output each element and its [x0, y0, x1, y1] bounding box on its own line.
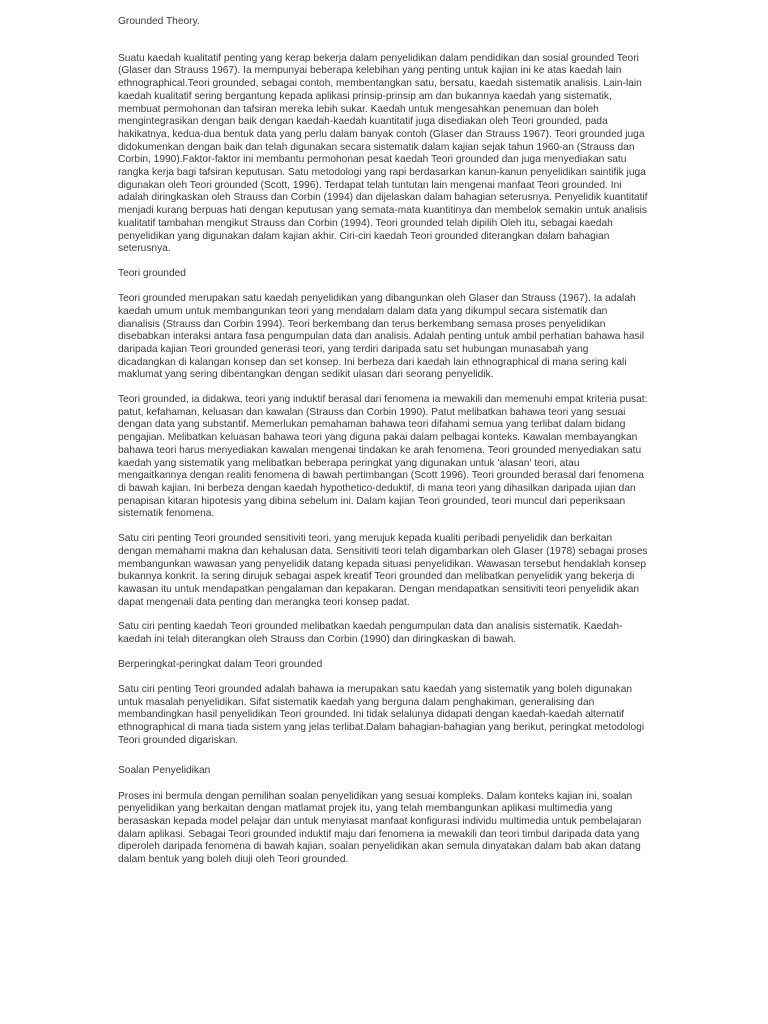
paragraph-teori-criteria: Teori grounded, ia didakwa, teori yang induktif berasal dari fenomena ia mewakili dan memenuhi empat kriteria pusat: patut, kefahaman, keluasan dan kawalan (Strauss dan Corbin 1990). Patut melibatkan bahawa teori yang sesuai dengan data yang substantif. Memerlukan pemahaman bahawa teori difahami semua yang terlibat dalam bidang pengajian. Melibatkan keluasan bahawa teori yang diguna pakai dalam pelbagai konteks. Kawalan membayangkan bahawa teori harus menyediakan kawalan mengenai tindakan ke arah fenomena. Teori grounded menyediakan satu kaedah yang sistematik yang melibatkan beberapa peringkat yang digunakan untuk 'alasan' teori, atau mengaitkannya dengan realiti fenomena di bawah pertimbangan (Scott 1996). Teori grounded berasal dari fenomena di bawah kajian. Ini berbeza dengan kaedah hypothetico-deduktif, di mana teori yang dihasilkan daripada ujian dan penapisan kitaran hipotesis yang dibina sebelum ini. Dalam kajian Teori grounded, teori muncul dari peperiksaan sistematik fenomena.: [118, 394, 648, 520]
section-heading-research-question: Soalan Penyelidikan: [118, 765, 211, 777]
paragraph-intro: Suatu kaedah kualitatif penting yang kerap bekerja dalam penyelidikan dalam pendidikan dan sosial grounded Teori (Glaser dan Strauss 1967). Ia mempunyai beberapa kelebihan yang penting untuk kajian ini ke atas kaedah lain ethnographical.Teori grounded, sebagai contoh, membentangkan satu, bersatu, kaedah sistematik analisis. Lain-lain kaedah kualitatif sering bergantung kepada aplikasi prinsip-prinsip am dan bukannya kaedah yang sistematik, membuat permohonan dan tafsiran mereka lebih sukar. Kaedah untuk mengesahkan penemuan dan boleh mengintegrasikan dengan baik dengan kaedah-kaedah kuantitatif juga disediakan oleh Teori grounded, pada hakikatnya, kedua-dua bentuk data yang perlu dalam banyak contoh (Glaser dan Strauss 1967). Teori grounded juga didokumenkan dengan baik dan telah digunakan secara sistematik dalam kajian sejak tahun 1960-an (Strauss dan Corbin, 1990).Faktor-faktor ini membantu permohonan pesat kaedah Teori grounded dan juga menyediakan satu rangka kerja bagi tafsiran keputusan. Satu metodologi yang rapi berdasarkan kanun-kanun penyelidikan saintifik juga digunakan oleh Teori grounded (Scott, 1996). Terdapat telah tuntutan lain mengenai manfaat Teori grounded. Ini adalah diringkaskan oleh Strauss dan Corbin (1994) dan dijelaskan dalam bahagian seterusnya. Penyelidik kuantitatif menjadi kurang berpuas hati dengan keputusan yang semata-mata kuantitinya dan membelok semakin untuk analisis kualitatif tambahan mengikut Strauss dan Corbin (1994). Teori grounded telah dipilih Oleh itu, sebagai kaedah penyelidikan yang digunakan dalam kajian akhir. Ciri-ciri kaedah Teori grounded diterangkan dalam bahagian seterusnya.: [118, 52, 648, 255]
paragraph-research-question: Proses ini bermula dengan pemilihan soalan penyelidikan yang sesuai kompleks. Dalam konteks kajian ini, soalan penyelidikan yang berkaitan dengan matlamat projek itu, yang telah membangunkan aplikasi multimedia yang berasaskan kepada model pelajar dan untuk menyiasat manfaat konfigurasi individu multimedia untuk pembelajaran dalam aplikasi. Sebagai Teori grounded induktif maju dari fenomena ia mewakili dan teori timbul daripada data yang diperoleh daripada fenomena di bawah kajian, soalan penyelidikan akan semula dinyatakan dalam bab akan datang dalam bentuk yang boleh diuji oleh Teori grounded.: [118, 790, 642, 866]
document-title-fragment: Grounded Theory.: [118, 16, 200, 27]
paragraph-teori-definition: Teori grounded merupakan satu kaedah penyelidikan yang dibangunkan oleh Glaser dan Strauss (1967). Ia adalah kaedah umum untuk membangunkan teori yang mendalam dalam data yang dikumpul secara sistematik dan dianalisis (Strauss dan Corbin 1994). Teori berkembang dan terus berkembang semasa proses penyelidikan disebabkan interaksi antara fasa pengumpulan data dan analisis. Adalah penting untuk ambil perhatian bahawa hasil daripada kajian Teori grounded generasi teori, yang terdiri daripada satu set hubungan munasabah yang dicadangkan di kalangan konsep dan set konsep. Ini berbeza dari kaedah lain ethnographical di mana sering kali maklumat yang sering dibentangkan dengan sedikit ulasan dari seorang penyelidik.: [118, 293, 645, 381]
document-page: [118, 16, 648, 879]
paragraph-stages: Satu ciri penting Teori grounded adalah bahawa ia merupakan satu kaedah yang sistematik yang boleh digunakan untuk masalah penyelidikan. Sifat sistematik kaedah yang berguna dalam penghakiman, generalising dan membandingkan hasil penyelidikan Teori grounded. Ini tidak selalunya didapati dengan kaedah-kaedah alternatif ethnographical di mana tiada sistem yang jelas terlibat.Dalam bahagian-bahagian yang berikut, peringkat metodologi Teori grounded digariskan.: [118, 683, 645, 746]
section-heading-stages: Berperingkat-peringkat dalam Teori grounded: [118, 658, 323, 670]
paragraph-theoretical-sensitivity: Satu ciri penting Teori grounded sensitiviti teori, yang merujuk kepada kualiti peribadi penyelidik dan berkaitan dengan memahami makna dan kehalusan data. Sensitiviti teori telah digambarkan oleh Glaser (1978) sebagai proses membangunkan wawasan yang penyelidik datang kepada situasi penyelidikan. Wawasan tersebut hendaklah konsep bukannya konkrit. Ia sering dirujuk sebagai aspek kreatif Teori grounded dan melibatkan penyelidik yang bekerja di kawasan itu untuk mendapatkan pengalaman dan kepakaran. Dengan mendapatkan sensitiviti teori penyelidik akan dapat mengenali data penting dan merangka teori konsep padat.: [118, 533, 648, 608]
paragraph-data-collection: Satu ciri penting kaedah Teori grounded melibatkan kaedah pengumpulan data dan analisis sistematik. Kaedah-kaedah ini telah diterangkan oleh Strauss dan Corbin (1990) dan diringkaskan di bawah.: [118, 621, 623, 646]
section-heading-teori-grounded: Teori grounded: [118, 267, 186, 279]
